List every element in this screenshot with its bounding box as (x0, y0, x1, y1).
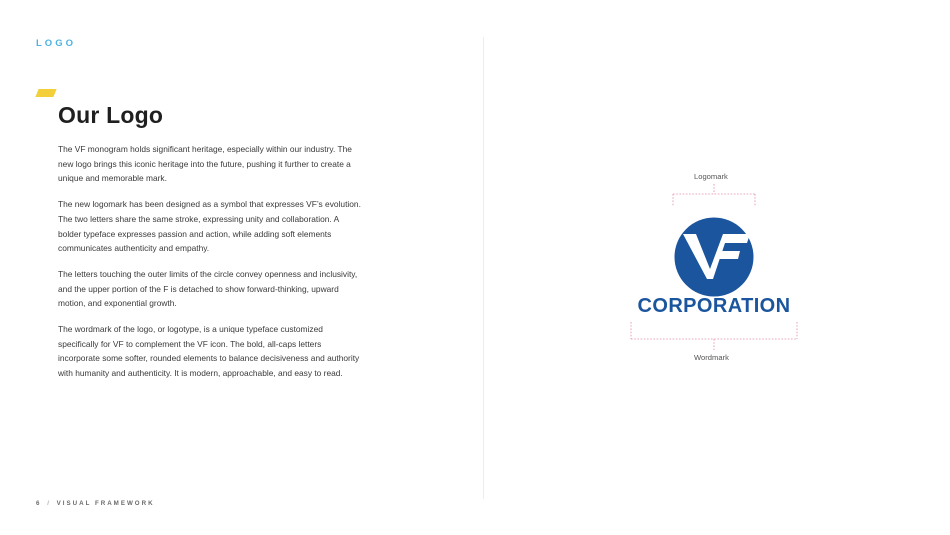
wordmark-label: Wordmark (694, 353, 729, 362)
corporation-wordmark: CORPORATION (637, 295, 791, 317)
page-number: 6 (36, 500, 42, 507)
paragraph-heritage: The VF monogram holds significant heritage, especially within our industry. The new logo brings this iconic heritage into the future, pushing it further to create a unique and memorable mark. (58, 144, 352, 184)
paragraph-openness: The letters touching the outer limits of the circle convey openness and inclusivity, and the upper portion of the F is detached to show forward-thinking, upward motion, and exponential growth. (58, 268, 358, 309)
accent-bar (35, 89, 56, 97)
footer (36, 500, 155, 507)
logomark-label: Logomark (694, 172, 728, 181)
body-text (58, 142, 363, 392)
column-divider (483, 37, 484, 499)
footer-separator: / (47, 500, 51, 507)
paragraph-logomark: The new logomark has been designed as a symbol that expresses VF’s evolution. The two letters share the same stroke, expressing unity and collaboration. A bolder typeface expresses passion and action, while adding soft elements communicates authenticity and empathy. (58, 199, 361, 254)
wordmark-bracket (630, 322, 798, 350)
logomark-bracket (672, 184, 756, 208)
paragraph-wordmark: The wordmark of the logo, or logotype, is a unique typeface customized specifically for VF to complement the VF icon. The bold, all-caps letters incorporate some softer, rounded elements to balance decisiveness and authority with humanity and authenticity. It is modern, approachable, and easy to read. (58, 324, 360, 379)
document-title: VISUAL FRAMEWORK (56, 500, 155, 507)
page-title: Our Logo (58, 102, 164, 128)
vf-logomark-icon (674, 217, 754, 297)
section-label: LOGO (36, 38, 76, 49)
